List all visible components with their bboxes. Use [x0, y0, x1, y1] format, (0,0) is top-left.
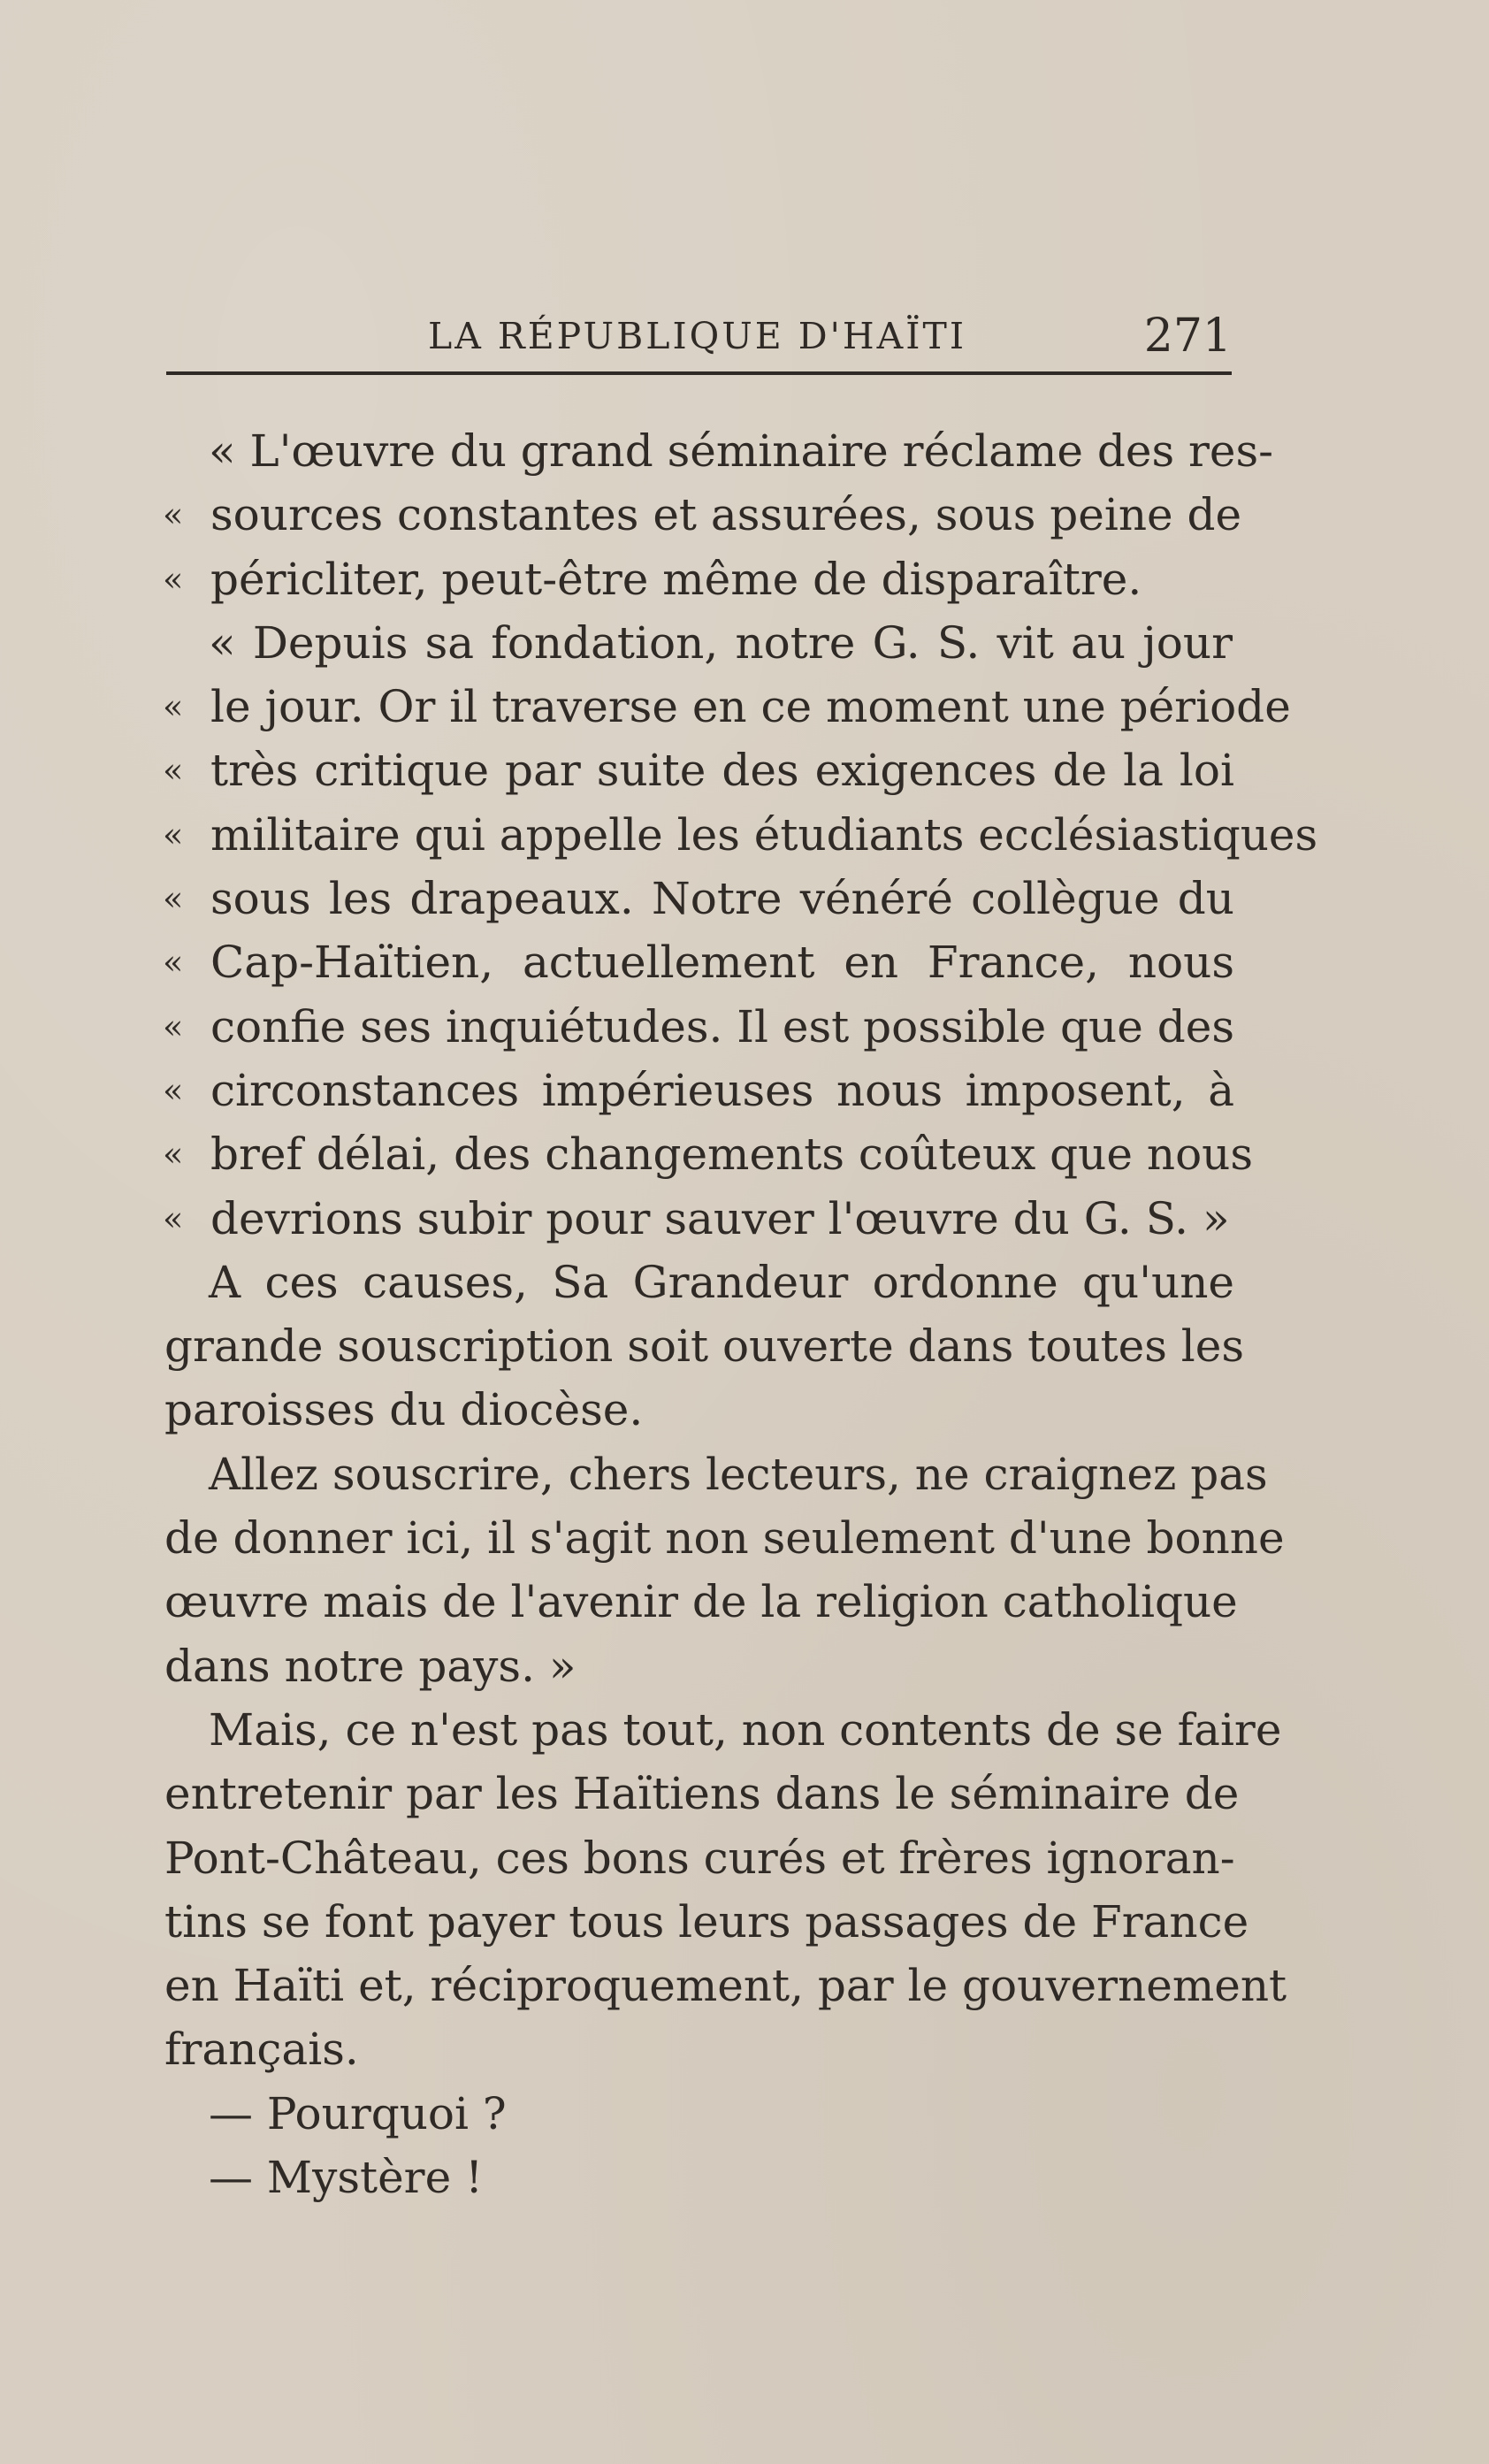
text-line: [164, 611, 1234, 675]
quote-mark: «: [163, 559, 184, 599]
line-text: sous les drapeaux. Notre vénéré collègue du: [210, 873, 1234, 925]
line-text: de donner ici, il s'agit non seulement d'une bonne: [164, 1512, 1285, 1565]
text-line: [164, 1314, 1245, 1378]
text-line: [164, 1634, 1234, 1698]
line-text: circonstances impérieuses nous imposent, à: [210, 1064, 1234, 1116]
text-line: [164, 2082, 1234, 2146]
line-text: devrions subir pour sauver l'œuvre du G. S. »: [210, 1192, 1230, 1244]
line-text: dans notre pays. »: [164, 1640, 577, 1692]
quote-mark: «: [163, 1006, 184, 1046]
text-line: [164, 1698, 1282, 1762]
text-line: [164, 1506, 1285, 1570]
text-line: [164, 2146, 1234, 2209]
text-line: [164, 1890, 1249, 1954]
page-header: [166, 310, 1232, 366]
text-line: [164, 1442, 1268, 1506]
text-line: [164, 1826, 1234, 1890]
text-line: [164, 1251, 1234, 1314]
line-text: entretenir par les Haïtiens dans le séminaire de: [164, 1768, 1240, 1820]
line-text: paroisses du diocèse.: [164, 1384, 644, 1436]
quote-mark: «: [163, 687, 184, 727]
line-text: sources constantes et assurées, sous peine de: [210, 489, 1242, 541]
line-text: bref délai, des changements coûteux que nous: [210, 1129, 1254, 1181]
line-text: français.: [164, 2024, 359, 2076]
line-text: Cap-Haïtien, actuellement en France, nous: [210, 937, 1234, 989]
text-line: [164, 1187, 1234, 1251]
text-line: [164, 1059, 1234, 1122]
line-text: tins se font payer tous leurs passages de France: [164, 1895, 1249, 1947]
text-line: [164, 867, 1234, 930]
text-line: [164, 1570, 1238, 1634]
line-text: Allez souscrire, chers lecteurs, ne craignez pas: [209, 1448, 1268, 1500]
quote-mark: «: [163, 751, 184, 791]
line-text: péricliter, peut-être même de disparaître.: [210, 553, 1142, 605]
page-number: 271: [1143, 310, 1232, 363]
quote-mark: «: [163, 1135, 184, 1175]
text-line: [164, 738, 1234, 802]
line-text: militaire qui appelle les étudiants ecclésiastiques: [210, 808, 1318, 861]
text-line: [164, 419, 1274, 483]
line-text: — Mystère !: [209, 2152, 484, 2204]
quote-mark: «: [163, 1198, 184, 1238]
quote-mark: «: [163, 495, 184, 535]
header-rule: [166, 371, 1232, 375]
line-text: très critique par suite des exigences de la loi: [210, 745, 1234, 797]
line-text: — Pourquoi ?: [209, 2087, 507, 2139]
text-line: [164, 2017, 1234, 2081]
line-text: œuvre mais de l'avenir de la religion catholique: [164, 1576, 1238, 1628]
line-text: A ces causes, Sa Grandeur ordonne qu'une: [209, 1256, 1234, 1308]
text-line: [163, 1122, 1254, 1186]
text-line: [163, 675, 1291, 738]
line-text: confie ses inquiétudes. Il est possible que des: [210, 1000, 1234, 1052]
line-text: Pont-Château, ces bons curés et frères ignoran-: [164, 1832, 1235, 1884]
body-text: [163, 419, 1318, 2209]
line-text: « L'œuvre du grand séminaire réclame des res-: [209, 425, 1274, 477]
text-line: [164, 1762, 1240, 1825]
quote-mark: «: [163, 1070, 184, 1110]
text-line: [164, 930, 1234, 994]
line-text: en Haïti et, réciproquement, par le gouvernement: [164, 1960, 1287, 2012]
text-line: [164, 1378, 1234, 1442]
text-line: [164, 547, 1234, 611]
text-line: [163, 483, 1242, 547]
text-line: [163, 803, 1318, 867]
quote-mark: «: [163, 943, 184, 983]
line-text: Mais, ce n'est pas tout, non contents de se faire: [209, 1703, 1282, 1756]
running-head: LA RÉPUBLIQUE D'HAÏTI: [428, 315, 967, 357]
quote-mark: «: [163, 879, 184, 919]
line-text: le jour. Or il traverse en ce moment une période: [210, 681, 1291, 733]
text-line: [164, 1954, 1287, 2017]
line-text: « Depuis sa fondation, notre G. S. vit au jour: [209, 616, 1233, 669]
line-text: grande souscription soit ouverte dans toutes les: [164, 1320, 1245, 1373]
text-line: [164, 995, 1234, 1059]
quote-mark: «: [163, 815, 184, 854]
